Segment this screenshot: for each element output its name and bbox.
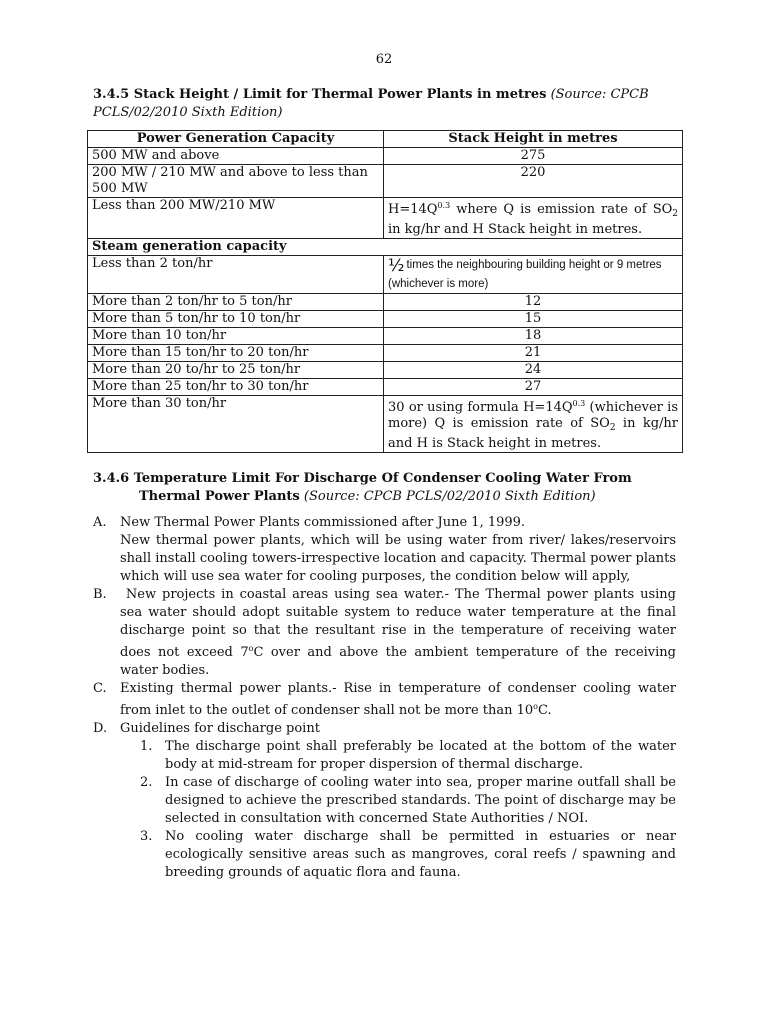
degree-sign: o	[533, 702, 538, 711]
item-text: C over and above the ambient temperature of the receiving water bodies.	[120, 645, 676, 678]
item-text: Existing thermal power plants.- Rise in temperature of condenser cooling water from inlet to the outlet of condenser shall not be more than 10	[120, 681, 676, 718]
capacity-cell: More than 20 to/hr to 25 ton/hr	[88, 362, 384, 379]
item-heading: Guidelines for discharge point	[120, 721, 320, 736]
formula-text: in kg/hr and H Stack height in metres.	[388, 222, 643, 237]
formula-subscript: 2	[672, 209, 678, 219]
half-height-text: times the neighbouring building height or 9 metres (whichever is more)	[388, 259, 662, 290]
header-capacity: Power Generation Capacity	[88, 131, 384, 148]
list-marker: D.	[93, 721, 108, 736]
page-number: 62	[375, 52, 393, 67]
section-3-4-5-heading	[93, 86, 681, 122]
table-row	[88, 256, 683, 294]
item-text: New projects in coastal areas using sea water.- The Thermal power plants using sea water should adopt suitable system to reduce water temperature at the final discharge point so that the resultant rise in the temperature of receiving water does not exceed 7	[120, 587, 677, 660]
formula-cell	[384, 396, 683, 453]
formula-cell	[384, 198, 683, 239]
sub-item-text: No cooling water discharge shall be permitted in estuaries or near ecologically sensitive areas such as mangroves, coral reefs / spawning and breeding grounds of aquatic flora and fauna.	[165, 829, 676, 880]
formula-text: H=14Q	[388, 202, 438, 217]
sub-item-text: In case of discharge of cooling water into sea, proper marine outfall shall be designed to achieve the prescribed standards. The point of discharge may be selected in consultation with concerned State Authorities / NOI.	[165, 775, 676, 826]
height-cell: 15	[384, 311, 683, 328]
capacity-cell: 200 MW / 210 MW and above to less than 500 MW	[88, 165, 384, 198]
formula-text: in kg/hr and H is Stack height in metres.	[388, 416, 678, 451]
height-cell: 275	[384, 148, 683, 165]
sub-list-item-2	[93, 774, 676, 828]
degree-sign: o	[248, 644, 254, 653]
capacity-cell: More than 30 ton/hr	[88, 396, 384, 453]
table-row	[88, 198, 683, 239]
table-row	[88, 148, 683, 165]
section-title-line1: 3.4.6 Temperature Limit For Discharge Of Condenser Cooling Water From	[93, 471, 632, 486]
capacity-cell: More than 15 ton/hr to 20 ton/hr	[88, 345, 384, 362]
height-cell: 18	[384, 328, 683, 345]
section-source: (Source: CPCB PCLS/02/2010 Sixth Edition)	[303, 489, 596, 504]
capacity-cell: More than 2 ton/hr to 5 ton/hr	[88, 294, 384, 311]
section-title-line2: Thermal Power Plants	[139, 489, 300, 504]
table-row	[88, 328, 683, 345]
capacity-cell: More than 25 ton/hr to 30 ton/hr	[88, 379, 384, 396]
list-item-d	[93, 720, 676, 738]
list-item-c	[93, 680, 676, 720]
header-stack-height: Stack Height in metres	[384, 131, 683, 148]
table-row	[88, 396, 683, 453]
one-half-fraction: ½	[388, 256, 405, 276]
table-row	[88, 165, 683, 198]
guidelines-list	[93, 514, 676, 882]
steam-heading: Steam generation capacity	[88, 239, 683, 256]
formula-text: 30 or using formula H=14Q	[388, 400, 573, 415]
section-title-line2-wrap	[93, 488, 681, 506]
height-cell: 21	[384, 345, 683, 362]
sub-list-item-3	[93, 828, 676, 882]
table-row	[88, 362, 683, 379]
table-row	[88, 311, 683, 328]
formula-subscript: 2	[609, 423, 616, 433]
table-row	[88, 294, 683, 311]
steam-heading-row	[88, 239, 683, 256]
item-heading: New Thermal Power Plants commissioned after June 1, 1999.	[120, 515, 526, 530]
capacity-cell: Less than 200 MW/210 MW	[88, 198, 384, 239]
list-marker: A.	[93, 515, 107, 530]
height-cell: 220	[384, 165, 683, 198]
section-title: 3.4.5 Stack Height / Limit for Thermal Power Plants in metres	[93, 87, 547, 102]
item-paragraph	[120, 586, 676, 680]
capacity-cell: 500 MW and above	[88, 148, 384, 165]
formula-exponent: 0.3	[437, 201, 451, 210]
formula-text: where Q is emission rate of SO	[450, 202, 673, 217]
sub-item-text: The discharge point shall preferably be located at the bottom of the water body at mid-stream for proper dispersion of thermal discharge.	[165, 739, 676, 772]
formula-exponent: 0.3	[572, 399, 586, 408]
height-cell: 12	[384, 294, 683, 311]
table-header-row	[88, 131, 683, 148]
item-text: C.	[538, 703, 552, 718]
section-3-4-6-heading	[93, 470, 681, 506]
sub-list-marker: 1.	[140, 739, 153, 754]
list-marker: B.	[93, 587, 107, 602]
height-cell: 27	[384, 379, 683, 396]
capacity-cell: More than 10 ton/hr	[88, 328, 384, 345]
sub-list-marker: 3.	[140, 829, 153, 844]
height-cell: 24	[384, 362, 683, 379]
list-item-a	[93, 514, 676, 586]
capacity-cell: More than 5 ton/hr to 10 ton/hr	[88, 311, 384, 328]
half-height-cell	[384, 256, 683, 294]
sub-list-item-1	[93, 738, 676, 774]
list-item-b	[93, 586, 676, 680]
formula-text: (whichever is more) Q is emission rate of SO	[388, 400, 678, 431]
item-paragraph	[120, 680, 676, 720]
capacity-cell: Less than 2 ton/hr	[88, 256, 384, 294]
item-paragraph: New thermal power plants, which will be using water from river/ lakes/reservoirs shall install cooling towers-irrespective location and capacity. Thermal power plants which will use sea water for cooling purposes, the condition below will apply,	[120, 533, 676, 584]
list-marker: C.	[93, 681, 107, 696]
stack-height-table	[87, 130, 683, 453]
sub-list-marker: 2.	[140, 775, 153, 790]
section-source: (Source: CPCB PCLS/02/2010 Sixth Edition)	[93, 87, 649, 120]
table-row	[88, 345, 683, 362]
table-row	[88, 379, 683, 396]
